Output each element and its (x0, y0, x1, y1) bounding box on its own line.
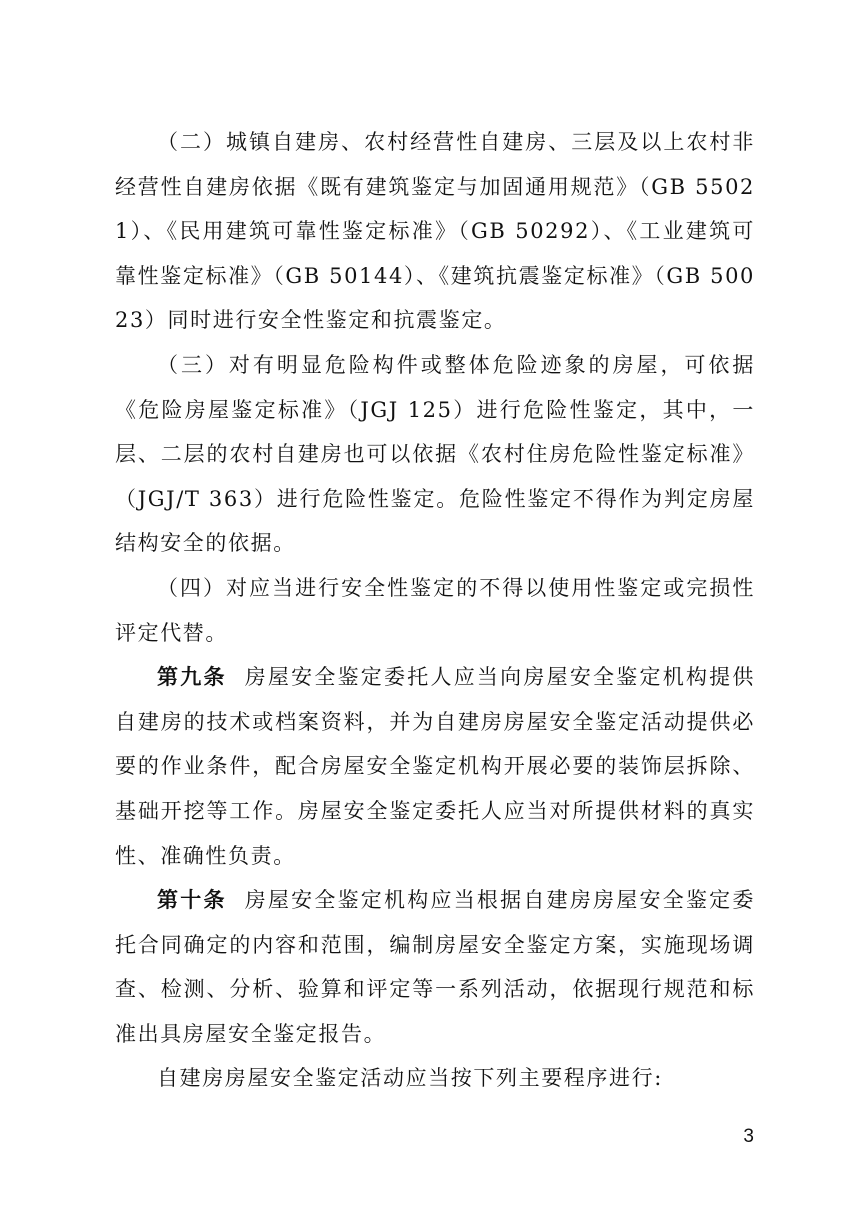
article-10 (115, 878, 755, 1056)
page-number: 3 (743, 1126, 754, 1147)
article-heading: 第十条 (157, 888, 227, 913)
paragraph-text: （四）对应当进行安全性鉴定的不得以使用性鉴定或完损性评定代替。 (115, 575, 755, 645)
article-heading: 第九条 (157, 665, 227, 690)
paragraph-item-3 (115, 343, 755, 566)
paragraph-text: 房屋安全鉴定机构应当根据自建房房屋安全鉴定委托合同确定的内容和范围，编制房屋安全鉴定方案，实施现场调查、检测、分析、验算和评定等一系列活动，依据现行规范和标准出具房屋安全鉴定报告。 (115, 888, 755, 1046)
article-9 (115, 655, 755, 878)
paragraph-text: （二）城镇自建房、农村经营性自建房、三层及以上农村非经营性自建房依据《既有建筑鉴定与加固通用规范》（GB 55021）、《民用建筑可靠性鉴定标准》（GB 50292）、《工业建筑可靠性鉴定标准》（GB 50144）、《建筑抗震鉴定标准》（GB 50023）同时进行安全性鉴定和抗震鉴定。 (115, 130, 755, 333)
procedure-intro (115, 1056, 755, 1101)
paragraph-text: 自建房房屋安全鉴定活动应当按下列主要程序进行: (157, 1066, 663, 1091)
paragraph-text: 房屋安全鉴定委托人应当向房屋安全鉴定机构提供自建房的技术或档案资料，并为自建房房屋安全鉴定活动提供必要的作业条件，配合房屋安全鉴定机构开展必要的装饰层拆除、基础开挖等工作。房屋安全鉴定委托人应当对所提供材料的真实性、准确性负责。 (115, 665, 755, 868)
paragraph-item-2 (115, 120, 755, 343)
body-text (115, 120, 755, 1101)
paragraph-item-4 (115, 566, 755, 655)
paragraph-text: （三）对有明显危险构件或整体危险迹象的房屋，可依据《危险房屋鉴定标准》（JGJ 125）进行危险性鉴定，其中，一层、二层的农村自建房也可以依据《农村住房危险性鉴定标准》（JGJ/T 363）进行危险性鉴定。危险性鉴定不得作为判定房屋结构安全的依据。 (115, 352, 755, 556)
